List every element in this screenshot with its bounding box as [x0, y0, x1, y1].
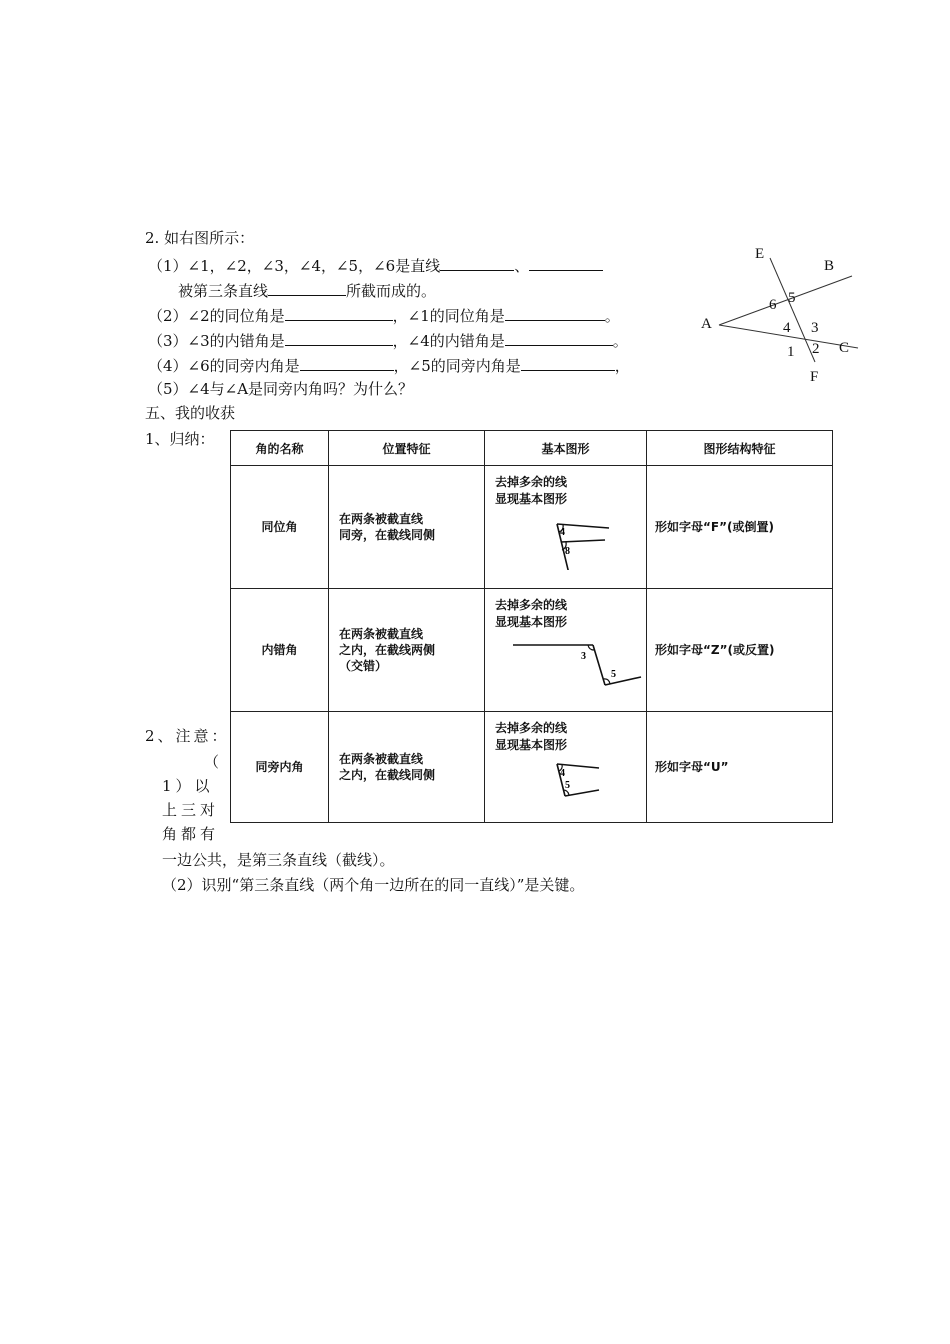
notes-fragment: 角都有 [162, 825, 220, 843]
angle-1: 1 [787, 344, 795, 360]
shape-caption: 显现基本图形 [495, 492, 568, 506]
header-angle-name: 角的名称 [231, 431, 329, 466]
shape-mark: 5 [565, 779, 570, 791]
angle-3: 3 [811, 320, 819, 336]
angle-name-cell: 同旁内角 [231, 711, 329, 822]
blank-interior-5[interactable] [521, 354, 615, 371]
part1-sep: 、 [514, 257, 530, 275]
label-C: C [839, 340, 850, 356]
shape-mark: 8 [565, 546, 570, 557]
angle-5: 5 [788, 290, 796, 306]
shape-caption: 显现基本图形 [495, 614, 568, 629]
label-A: A [701, 316, 712, 332]
question-title: 2. 如右图所示： [145, 229, 255, 247]
notes-fragment: 上三对 [162, 801, 220, 819]
position-line: 在两条被截直线 [339, 511, 424, 526]
question-part-1b [178, 279, 436, 301]
line-AB [719, 276, 852, 325]
question-part-2 [148, 304, 620, 326]
shape-mark: 4 [560, 527, 565, 538]
part4a-text: （4）∠6的同旁内角是 [148, 357, 300, 375]
part2c-text: 。 [604, 307, 620, 325]
notes-line-2: （2）识别“第三条直线（两个角一边所在的同一直线）”是关键。 [162, 876, 585, 894]
notes-line-1: 一边公共，是第三条直线（截线）。 [162, 851, 395, 869]
position-line: 之内，在截线两侧 [339, 642, 436, 657]
header-structure: 图形结构特征 [647, 431, 833, 466]
shape-caption: 去掉多余的线 [495, 720, 568, 735]
position-line: 之内，在截线同侧 [339, 767, 436, 782]
interior-angle-diagram [495, 756, 625, 806]
header-basic-shape: 基本图形 [485, 431, 647, 466]
structure-cell: 形如字母“U” [647, 711, 833, 822]
shape-cell [485, 466, 647, 589]
blank-alternate-4[interactable] [505, 329, 613, 346]
shape-mark: 4 [560, 767, 565, 779]
alternate-angle-diagram [495, 633, 645, 693]
part4c-text: ， [614, 357, 630, 375]
part4b-text: ，∠5的同旁内角是 [393, 357, 521, 375]
shape-cell [485, 588, 647, 711]
part3a-text: （3）∠3的内错角是 [148, 332, 285, 350]
label-E: E [755, 246, 765, 262]
position-cell [329, 588, 485, 711]
structure-cell: 形如字母“Z”(或反置) [647, 588, 833, 711]
shape-mark: 3 [581, 650, 586, 662]
summary-table [230, 430, 832, 823]
structure-cell: 形如字母“F”(或倒置) [647, 466, 833, 589]
shape-caption: 显现基本图形 [495, 737, 568, 752]
part1-text: （1）∠1，∠2，∠3，∠4，∠5，∠6是直线 [148, 257, 441, 275]
blank-interior-6[interactable] [300, 354, 394, 371]
position-line: 在两条被截直线 [339, 626, 424, 641]
table-header-row [231, 431, 833, 466]
question-part-1 [148, 254, 603, 276]
angle-2: 2 [812, 341, 820, 357]
angle-name-cell: 同位角 [231, 466, 329, 589]
notes-fragment: 1）以 [162, 777, 214, 795]
position-cell [329, 711, 485, 822]
part3b-text: ，∠4的内错角是 [392, 332, 505, 350]
blank-transversal[interactable] [268, 279, 346, 296]
position-line: （交错） [339, 658, 388, 673]
blank-corresponding-2[interactable] [285, 304, 393, 321]
question-part-3 [148, 329, 628, 351]
header-position: 位置特征 [329, 431, 485, 466]
shape-caption: 去掉多余的线 [495, 597, 568, 612]
table-row [231, 466, 833, 589]
table-row [231, 711, 833, 822]
angle-6: 6 [769, 297, 777, 313]
part2b-text: ，∠1的同位角是 [392, 307, 505, 325]
geometry-figure [690, 240, 870, 390]
table-row [231, 588, 833, 711]
notes-label: 2、注意： [145, 727, 230, 745]
question-part-5: （5）∠4与∠A是同旁内角吗？为什么？ [148, 380, 414, 398]
summary-label: 1、归纳： [145, 430, 215, 448]
blank-line-2[interactable] [529, 254, 603, 271]
shape-caption: 去掉多余的线 [495, 475, 568, 489]
label-F: F [810, 369, 819, 385]
blank-corresponding-1[interactable] [505, 304, 605, 321]
blank-line-1[interactable] [440, 254, 514, 271]
blank-alternate-3[interactable] [285, 329, 393, 346]
position-line: 在两条被截直线 [339, 751, 424, 766]
part2a-text: （2）∠2的同位角是 [148, 307, 285, 325]
position-line: 同旁，在截线同侧 [339, 527, 436, 542]
part1b-text: 被第三条直线 [178, 282, 269, 300]
part3c-text: 。 [612, 332, 628, 350]
part1c-text: 所截而成的。 [346, 282, 437, 300]
section-title: 五、我的收获 [145, 404, 236, 422]
label-B: B [824, 258, 835, 274]
shape-mark: 5 [611, 668, 616, 680]
corresponding-angle-diagram [495, 510, 625, 570]
notes-fragment: （ [204, 753, 224, 771]
angle-name-cell: 内错角 [231, 588, 329, 711]
angle-4: 4 [783, 320, 791, 336]
question-part-4 [148, 354, 630, 376]
shape-cell [485, 711, 647, 822]
position-cell [329, 466, 485, 589]
